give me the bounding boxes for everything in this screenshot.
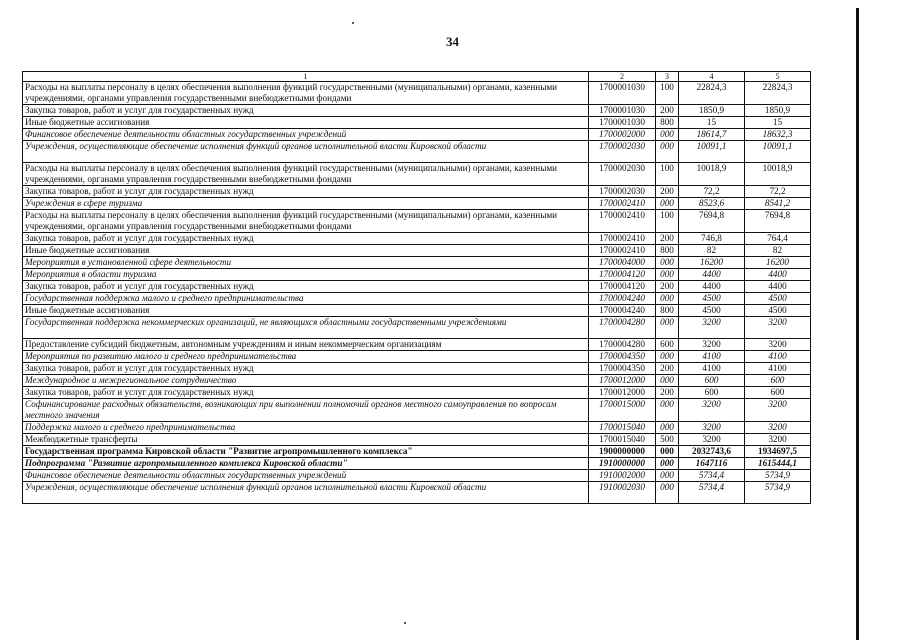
row-value-2-cell: 600 <box>745 375 811 387</box>
table-row <box>23 129 811 141</box>
row-code-cell: 1910002000 <box>589 470 656 482</box>
row-code-cell: 1700015040 <box>589 422 656 434</box>
row-name-cell: Мероприятия в области туризма <box>23 269 589 281</box>
row-type-cell: 000 <box>656 257 679 269</box>
row-name-cell: Государственная программа Кировской области "Развитие агропромышленного комплекса" <box>23 446 589 458</box>
row-name-cell: Межбюджетные трансферты <box>23 434 589 446</box>
row-code-cell: 1700004280 <box>589 339 656 351</box>
row-code-cell: 1700002410 <box>589 233 656 245</box>
row-type-cell: 000 <box>656 129 679 141</box>
row-type-cell: 200 <box>656 105 679 117</box>
row-value-2-cell: 1615444,1 <box>745 458 811 470</box>
row-value-2-cell: 18632,3 <box>745 129 811 141</box>
row-value-1-cell: 8523,6 <box>679 198 745 210</box>
row-code-cell: 1700002030 <box>589 141 656 163</box>
row-value-1-cell: 4500 <box>679 293 745 305</box>
table-row <box>23 375 811 387</box>
row-code-cell: 1700004240 <box>589 305 656 317</box>
row-type-cell: 000 <box>656 399 679 422</box>
row-code-cell: 1700015000 <box>589 399 656 422</box>
row-value-2-cell: 600 <box>745 387 811 399</box>
header-cell-value-1: 4 <box>679 72 745 82</box>
row-value-1-cell: 1850,9 <box>679 105 745 117</box>
row-type-cell: 800 <box>656 117 679 129</box>
table-body <box>23 82 811 504</box>
header-cell-name: 1 <box>23 72 589 82</box>
row-value-2-cell: 3200 <box>745 434 811 446</box>
budget-table <box>22 71 811 504</box>
row-name-cell: Расходы на выплаты персоналу в целях обеспечения выполнения функций государственными (муниципальными) органами, казенными учреждениями, органами управления государственными внебюджетными фондами <box>23 82 589 105</box>
header-row <box>23 72 811 82</box>
row-value-1-cell: 600 <box>679 387 745 399</box>
table-row <box>23 245 811 257</box>
row-name-cell: Государственная поддержка некоммерческих организаций, не являющихся областными государственными учреждениями <box>23 317 589 339</box>
row-value-2-cell: 4400 <box>745 281 811 293</box>
row-value-1-cell: 3200 <box>679 422 745 434</box>
row-name-cell: Финансовое обеспечение деятельности областных государственных учреждений <box>23 129 589 141</box>
row-value-1-cell: 2032743,6 <box>679 446 745 458</box>
row-type-cell: 000 <box>656 293 679 305</box>
row-name-cell: Государственная поддержка малого и среднего предпринимательства <box>23 293 589 305</box>
row-value-2-cell: 4400 <box>745 269 811 281</box>
row-name-cell: Закупка товаров, работ и услуг для государственных нужд <box>23 186 589 198</box>
row-code-cell: 1700015040 <box>589 434 656 446</box>
row-value-2-cell: 1850,9 <box>745 105 811 117</box>
row-type-cell: 200 <box>656 387 679 399</box>
row-code-cell: 1700004240 <box>589 293 656 305</box>
row-type-cell: 000 <box>656 351 679 363</box>
row-value-2-cell: 82 <box>745 245 811 257</box>
table-row <box>23 233 811 245</box>
row-name-cell: Расходы на выплаты персоналу в целях обеспечения выполнения функций государственными (муниципальными) органами, казенными учреждениями, органами управления государственными внебюджетными фондами <box>23 163 589 186</box>
row-type-cell: 100 <box>656 163 679 186</box>
row-value-1-cell: 5734,4 <box>679 482 745 504</box>
row-name-cell: Предоставление субсидий бюджетным, автономным учреждениям и иным некоммерческим организациям <box>23 339 589 351</box>
table-row <box>23 269 811 281</box>
row-value-2-cell: 4100 <box>745 351 811 363</box>
row-value-1-cell: 5734,4 <box>679 470 745 482</box>
page-number: 34 <box>446 34 459 49</box>
row-code-cell: 1700001030 <box>589 117 656 129</box>
row-code-cell: 1700002030 <box>589 163 656 186</box>
row-value-1-cell: 10091,1 <box>679 141 745 163</box>
row-name-cell: Закупка товаров, работ и услуг для государственных нужд <box>23 105 589 117</box>
row-name-cell: Финансовое обеспечение деятельности областных государственных учреждений <box>23 470 589 482</box>
row-code-cell: 1700002000 <box>589 129 656 141</box>
row-type-cell: 000 <box>656 198 679 210</box>
table-row <box>23 305 811 317</box>
table-row <box>23 446 811 458</box>
row-type-cell: 000 <box>656 269 679 281</box>
table-row <box>23 482 811 504</box>
row-value-2-cell: 10018,9 <box>745 163 811 186</box>
row-code-cell: 1700002030 <box>589 186 656 198</box>
row-name-cell: Закупка товаров, работ и услуг для государственных нужд <box>23 233 589 245</box>
row-name-cell: Закупка товаров, работ и услуг для государственных нужд <box>23 387 589 399</box>
row-name-cell: Иные бюджетные ассигнования <box>23 245 589 257</box>
row-value-1-cell: 746,8 <box>679 233 745 245</box>
row-type-cell: 000 <box>656 482 679 504</box>
row-name-cell: Учреждения, осуществляющие обеспечение исполнения функций органов исполнительной власти Кировской области <box>23 482 589 504</box>
table-row <box>23 117 811 129</box>
table-row <box>23 257 811 269</box>
table-row <box>23 186 811 198</box>
row-value-1-cell: 10018,9 <box>679 163 745 186</box>
row-type-cell: 200 <box>656 186 679 198</box>
row-value-2-cell: 7694,8 <box>745 210 811 233</box>
table-row <box>23 163 811 186</box>
table-row <box>23 399 811 422</box>
row-name-cell: Расходы на выплаты персоналу в целях обеспечения выполнения функций государственными (муниципальными) органами, казенными учреждениями, органами управления государственными внебюджетными фондами <box>23 210 589 233</box>
row-value-2-cell: 72,2 <box>745 186 811 198</box>
table-row <box>23 317 811 339</box>
row-code-cell: 1700001030 <box>589 105 656 117</box>
table-row <box>23 470 811 482</box>
row-code-cell: 1910002030 <box>589 482 656 504</box>
row-code-cell: 1700001030 <box>589 82 656 105</box>
row-value-1-cell: 4500 <box>679 305 745 317</box>
row-code-cell: 1700004120 <box>589 281 656 293</box>
row-type-cell: 000 <box>656 375 679 387</box>
row-code-cell: 1700004350 <box>589 363 656 375</box>
row-value-2-cell: 764,4 <box>745 233 811 245</box>
row-name-cell: Международное и межрегиональное сотрудничество <box>23 375 589 387</box>
row-value-2-cell: 3200 <box>745 422 811 434</box>
row-value-1-cell: 3200 <box>679 399 745 422</box>
table-row <box>23 281 811 293</box>
row-value-1-cell: 4400 <box>679 281 745 293</box>
row-value-2-cell: 4500 <box>745 293 811 305</box>
row-value-2-cell: 16200 <box>745 257 811 269</box>
table-row <box>23 141 811 163</box>
table-row <box>23 351 811 363</box>
scan-speck <box>352 22 354 24</box>
row-name-cell: Иные бюджетные ассигнования <box>23 117 589 129</box>
row-name-cell: Мероприятия в установленной сфере деятельности <box>23 257 589 269</box>
row-code-cell: 1700002410 <box>589 245 656 257</box>
row-value-2-cell: 3200 <box>745 317 811 339</box>
row-name-cell: Учреждения, осуществляющие обеспечение исполнения функций органов исполнительной власти Кировской области <box>23 141 589 163</box>
row-value-2-cell: 22824,3 <box>745 82 811 105</box>
table-row <box>23 293 811 305</box>
row-value-2-cell: 10091,1 <box>745 141 811 163</box>
row-type-cell: 100 <box>656 210 679 233</box>
row-code-cell: 1700002410 <box>589 210 656 233</box>
table-row <box>23 363 811 375</box>
row-type-cell: 600 <box>656 339 679 351</box>
row-value-2-cell: 5734,9 <box>745 482 811 504</box>
table-row <box>23 434 811 446</box>
row-value-1-cell: 7694,8 <box>679 210 745 233</box>
header-cell-value-2: 5 <box>745 72 811 82</box>
row-name-cell: Закупка товаров, работ и услуг для государственных нужд <box>23 281 589 293</box>
row-code-cell: 1910000000 <box>589 458 656 470</box>
row-type-cell: 000 <box>656 446 679 458</box>
row-type-cell: 200 <box>656 281 679 293</box>
row-code-cell: 1700012000 <box>589 375 656 387</box>
row-type-cell: 000 <box>656 422 679 434</box>
row-name-cell: Иные бюджетные ассигнования <box>23 305 589 317</box>
row-code-cell: 1700004000 <box>589 257 656 269</box>
row-code-cell: 1700004120 <box>589 269 656 281</box>
table-row <box>23 105 811 117</box>
row-type-cell: 800 <box>656 245 679 257</box>
row-type-cell: 800 <box>656 305 679 317</box>
row-value-2-cell: 1934697,5 <box>745 446 811 458</box>
table-row <box>23 458 811 470</box>
table-row <box>23 210 811 233</box>
row-code-cell: 1700004350 <box>589 351 656 363</box>
row-value-1-cell: 600 <box>679 375 745 387</box>
row-value-1-cell: 72,2 <box>679 186 745 198</box>
row-value-1-cell: 16200 <box>679 257 745 269</box>
row-name-cell: Поддержка малого и среднего предпринимательства <box>23 422 589 434</box>
row-value-1-cell: 82 <box>679 245 745 257</box>
row-name-cell: Подпрограмма "Развитие агропромышленного комплекса Кировской области" <box>23 458 589 470</box>
row-value-2-cell: 3200 <box>745 339 811 351</box>
row-value-2-cell: 3200 <box>745 399 811 422</box>
row-code-cell: 1700012000 <box>589 387 656 399</box>
row-name-cell: Софинансирование расходных обязательств, возникающих при выполнении полномочий органов местного самоуправления по вопросам местного значения <box>23 399 589 422</box>
header-cell-type: 3 <box>656 72 679 82</box>
row-value-1-cell: 15 <box>679 117 745 129</box>
row-name-cell: Закупка товаров, работ и услуг для государственных нужд <box>23 363 589 375</box>
row-code-cell: 1700002410 <box>589 198 656 210</box>
row-type-cell: 000 <box>656 458 679 470</box>
table-row <box>23 339 811 351</box>
table-row <box>23 82 811 105</box>
row-value-2-cell: 15 <box>745 117 811 129</box>
row-name-cell: Учреждения в сфере туризма <box>23 198 589 210</box>
row-type-cell: 200 <box>656 363 679 375</box>
row-value-1-cell: 1647116 <box>679 458 745 470</box>
row-value-1-cell: 3200 <box>679 317 745 339</box>
page-edge-rule <box>856 8 859 640</box>
row-type-cell: 000 <box>656 317 679 339</box>
row-type-cell: 200 <box>656 233 679 245</box>
row-value-2-cell: 4500 <box>745 305 811 317</box>
table-row <box>23 422 811 434</box>
scan-speck <box>404 622 406 624</box>
table-row <box>23 198 811 210</box>
row-type-cell: 000 <box>656 141 679 163</box>
row-name-cell: Мероприятия по развитию малого и среднего предпринимательства <box>23 351 589 363</box>
row-value-1-cell: 22824,3 <box>679 82 745 105</box>
row-value-2-cell: 4100 <box>745 363 811 375</box>
row-value-1-cell: 4100 <box>679 351 745 363</box>
row-type-cell: 000 <box>656 470 679 482</box>
row-value-1-cell: 3200 <box>679 434 745 446</box>
row-code-cell: 1700004280 <box>589 317 656 339</box>
row-type-cell: 100 <box>656 82 679 105</box>
row-value-1-cell: 18614,7 <box>679 129 745 141</box>
row-value-1-cell: 4400 <box>679 269 745 281</box>
row-code-cell: 1900000000 <box>589 446 656 458</box>
row-value-1-cell: 4100 <box>679 363 745 375</box>
header-cell-code: 2 <box>589 72 656 82</box>
row-value-2-cell: 8541,2 <box>745 198 811 210</box>
row-type-cell: 500 <box>656 434 679 446</box>
row-value-1-cell: 3200 <box>679 339 745 351</box>
table-row <box>23 387 811 399</box>
row-value-2-cell: 5734,9 <box>745 470 811 482</box>
